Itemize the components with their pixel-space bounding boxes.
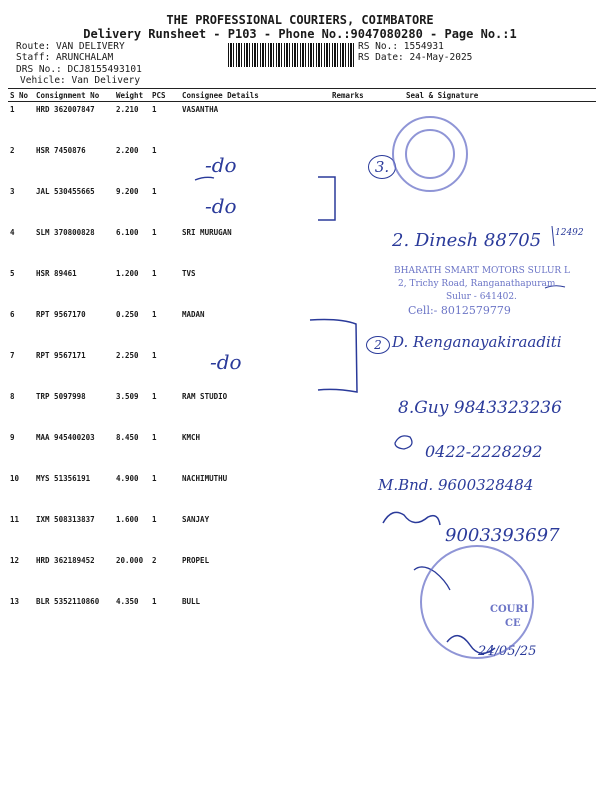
sig-stroke [383,512,440,525]
signature-row4: 2. Dinesh 88705 [392,230,542,251]
row-weight: 0.250 [116,310,139,319]
row-weight: 1.200 [116,269,139,278]
phone-row11: 9003393697 [445,525,560,546]
row-sno: 13 [10,597,20,606]
drs-info: DRS No.: DCJ8155493101 [16,64,142,75]
staff-info: Staff: ARUNCHALAM [16,52,114,63]
row-pcs: 1 [152,105,157,114]
col-pcs: PCS [150,89,180,102]
row-pcs: 1 [152,392,157,401]
row-consignment: TRP 5097998 [36,392,86,401]
stamp-line: COURI [490,604,529,615]
bracket-mark [318,177,335,220]
row-pcs: 1 [152,269,157,278]
row-consignee: SANJAY [182,515,210,524]
row-consignment: MAA 945400203 [36,433,95,442]
row-sno: 3 [10,187,15,196]
row-sno: 4 [10,228,15,237]
row-sno: 5 [10,269,15,278]
row-consignment: RPT 9567170 [36,310,86,319]
row-weight: 2.250 [116,351,139,360]
document-subtitle: Delivery Runsheet - P103 - Phone No.:9047080280 - Page No.:1 [83,27,517,41]
row-weight: 6.100 [116,228,139,237]
row-consignment: HRD 362189452 [36,556,95,565]
row-consignment: SLM 370800828 [36,228,95,237]
row-weight: 1.600 [116,515,139,524]
phone-row9: 0422-2228292 [425,442,543,461]
row-pcs: 1 [152,228,157,237]
row-pcs: 1 [152,597,157,606]
row-consignment: HSR 7450876 [36,146,86,155]
row-consignee: RAM STUDIO [182,392,228,401]
row-weight: 8.450 [116,433,139,442]
row-sno: 8 [10,392,15,401]
rs-date: RS Date: 24-May-2025 [358,52,473,63]
sig-stroke [395,436,412,449]
vehicle-info: Vehicle: Van Delivery [20,75,141,86]
row-consignee: SRI MURUGAN [182,228,232,237]
row-pcs: 1 [152,433,157,442]
row-consignment: JAL 530455665 [36,187,95,196]
signature-row7: D. Renganayakiraaditi [392,333,562,351]
row-consignee: MADAN [182,310,205,319]
sig-stroke [552,226,554,246]
row-weight: 4.900 [116,474,139,483]
company-seal-inner [405,129,455,179]
route-info: Route: VAN DELIVERY [16,41,125,52]
col-consignment: Consignment No [34,89,114,102]
col-seal: Seal & Signature [388,89,596,102]
row-sno: 11 [10,515,20,524]
document-title: THE PROFESSIONAL COURIERS, COIMBATORE [166,13,434,27]
row-consignee: KMCH [182,433,201,442]
row-pcs: 1 [152,187,157,196]
bracket-mark [310,320,357,393]
row-weight: 2.210 [116,105,139,114]
rs-number: RS No.: 1554931 [358,41,444,52]
row-weight: 20.000 [116,556,144,565]
col-sno: S No [8,89,34,102]
row-consignee: NACHIMUTHU [182,474,228,483]
stamp-cell: Cell:- 8012579779 [408,304,511,317]
ditto-stroke [195,177,214,180]
ditto-mark: -do [205,194,237,218]
row-sno: 2 [10,146,15,155]
row-pcs: 1 [152,474,157,483]
col-weight: Weight [114,89,150,102]
row-weight: 4.350 [116,597,139,606]
circled-number: 2 [366,336,390,354]
row-weight: 3.509 [116,392,139,401]
stamp-line: BHARATH SMART MOTORS SULUR L [394,266,571,276]
row-sno: 7 [10,351,15,360]
row-sno: 1 [10,105,15,114]
row-sno: 6 [10,310,15,319]
row-sno: 12 [10,556,20,565]
row-consignment: HSR 89461 [36,269,77,278]
row-consignment: RPT 9567171 [36,351,86,360]
row-pcs: 1 [152,515,157,524]
row-pcs: 1 [152,310,157,319]
row-pcs: 1 [152,351,157,360]
stamp-line: 2, Trichy Road, Ranganathapuram [398,279,556,289]
stamp-line: Sulur - 641402. [446,292,517,302]
row-consignee: VASANTHA [182,105,219,114]
row-weight: 2.200 [116,146,139,155]
row-sno: 9 [10,433,15,442]
ditto-mark: -do [205,153,237,177]
col-remarks: Remarks [330,89,388,102]
ditto-mark: -do [210,350,242,374]
row-consignee: PROPEL [182,556,210,565]
row-pcs: 1 [152,146,157,155]
note-row4: 12492 [555,228,584,238]
row-consignment: MYS 51356191 [36,474,91,483]
row-consignee: BULL [182,597,201,606]
col-consignee: Consignee Details [180,89,330,102]
circled-number: 3. [368,155,396,179]
signature-row10: M.Bnd. 9600328484 [378,476,534,494]
courier-office-stamp [420,545,537,659]
date-row13: 24/05/25 [478,644,537,659]
row-weight: 9.200 [116,187,139,196]
signature-row8: 8.Guy 9843323236 [398,398,562,418]
row-sno: 10 [10,474,20,483]
row-consignee: TVS [182,269,196,278]
row-consignment: IXM 508313837 [36,515,95,524]
row-consignment: BLR 5352110860 [36,597,100,606]
stamp-line: CE [505,618,521,629]
row-consignment: HRD 362007847 [36,105,95,114]
row-pcs: 2 [152,556,157,565]
